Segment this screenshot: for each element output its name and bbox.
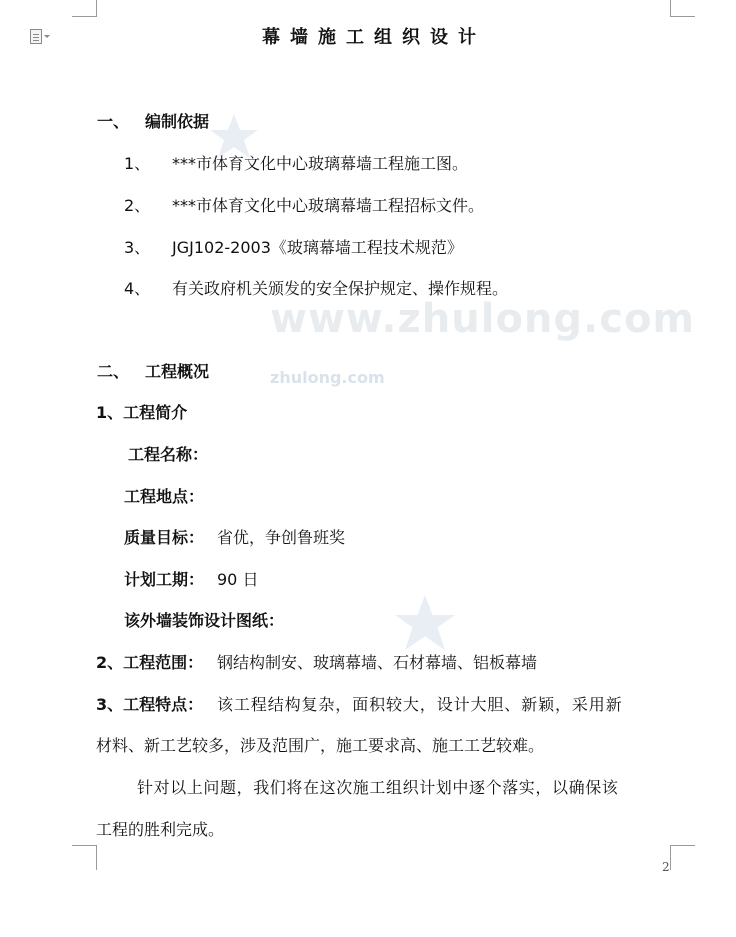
field-value-quality-target: 省优，争创鲁班奖 <box>217 528 346 547</box>
field-label-quality-target: 质量目标： <box>124 528 205 547</box>
subsection-title: 1、工程简介 <box>96 403 188 422</box>
list-item-text: 有关政府机关颁发的安全保护规定、操作规程。 <box>172 279 509 298</box>
document-title: 幕墙施工组织设计 <box>262 27 486 48</box>
page-number: 2 <box>662 860 670 874</box>
section1-number: 一、 <box>97 112 130 131</box>
list-item-number: 4、 <box>124 279 151 298</box>
field-value-schedule: 90 日 <box>217 570 259 589</box>
features-text-line2: 材料、新工艺较多，涉及范围广，施工要求高、施工工艺较难。 <box>96 736 545 755</box>
list-item-number: 2、 <box>124 196 151 215</box>
field-label-project-location: 工程地点： <box>124 487 205 506</box>
document-menu-icon[interactable] <box>28 28 50 46</box>
scope-label: 2、工程范围： <box>96 653 204 672</box>
scope-value: 钢结构制安、玻璃幕墙、石材幕墙、铝板幕墙 <box>217 653 538 672</box>
conclusion-text-line2: 工程的胜利完成。 <box>96 820 225 839</box>
chevron-down-icon <box>44 35 50 38</box>
list-item-text: ***市体育文化中心玻璃幕墙工程施工图。 <box>172 154 469 173</box>
crop-mark-top-left <box>72 0 97 17</box>
field-label-design-drawings: 该外墙装饰设计图纸： <box>124 611 285 630</box>
list-item-text: ***市体育文化中心玻璃幕墙工程招标文件。 <box>172 196 485 215</box>
field-label-project-name: 工程名称： <box>128 445 209 464</box>
section2-heading: 工程概况 <box>145 362 210 381</box>
field-label-schedule: 计划工期： <box>124 570 205 589</box>
section1-heading: 编制依据 <box>145 112 210 131</box>
watermark-small: zhulong.com <box>270 368 385 387</box>
list-item-number: 3、 <box>124 238 151 257</box>
watermark-large: www.zhulong.com <box>270 296 696 342</box>
crop-mark-top-right <box>670 0 695 17</box>
conclusion-text-line1: 针对以上问题，我们将在这次施工组织计划中逐个落实，以确保该 <box>137 778 619 797</box>
list-item-text: JGJ102-2003《玻璃幕墙工程技术规范》 <box>172 238 463 257</box>
list-item-number: 1、 <box>124 154 151 173</box>
crop-mark-bottom-right <box>670 845 695 870</box>
watermark-logo-icon <box>390 590 460 660</box>
section2-number: 二、 <box>97 362 130 381</box>
crop-mark-bottom-left <box>72 845 97 870</box>
features-label: 3、工程特点： <box>96 695 204 714</box>
features-text-line1: 该工程结构复杂，面积较大，设计大胆、新颖，采用新 <box>217 695 623 714</box>
